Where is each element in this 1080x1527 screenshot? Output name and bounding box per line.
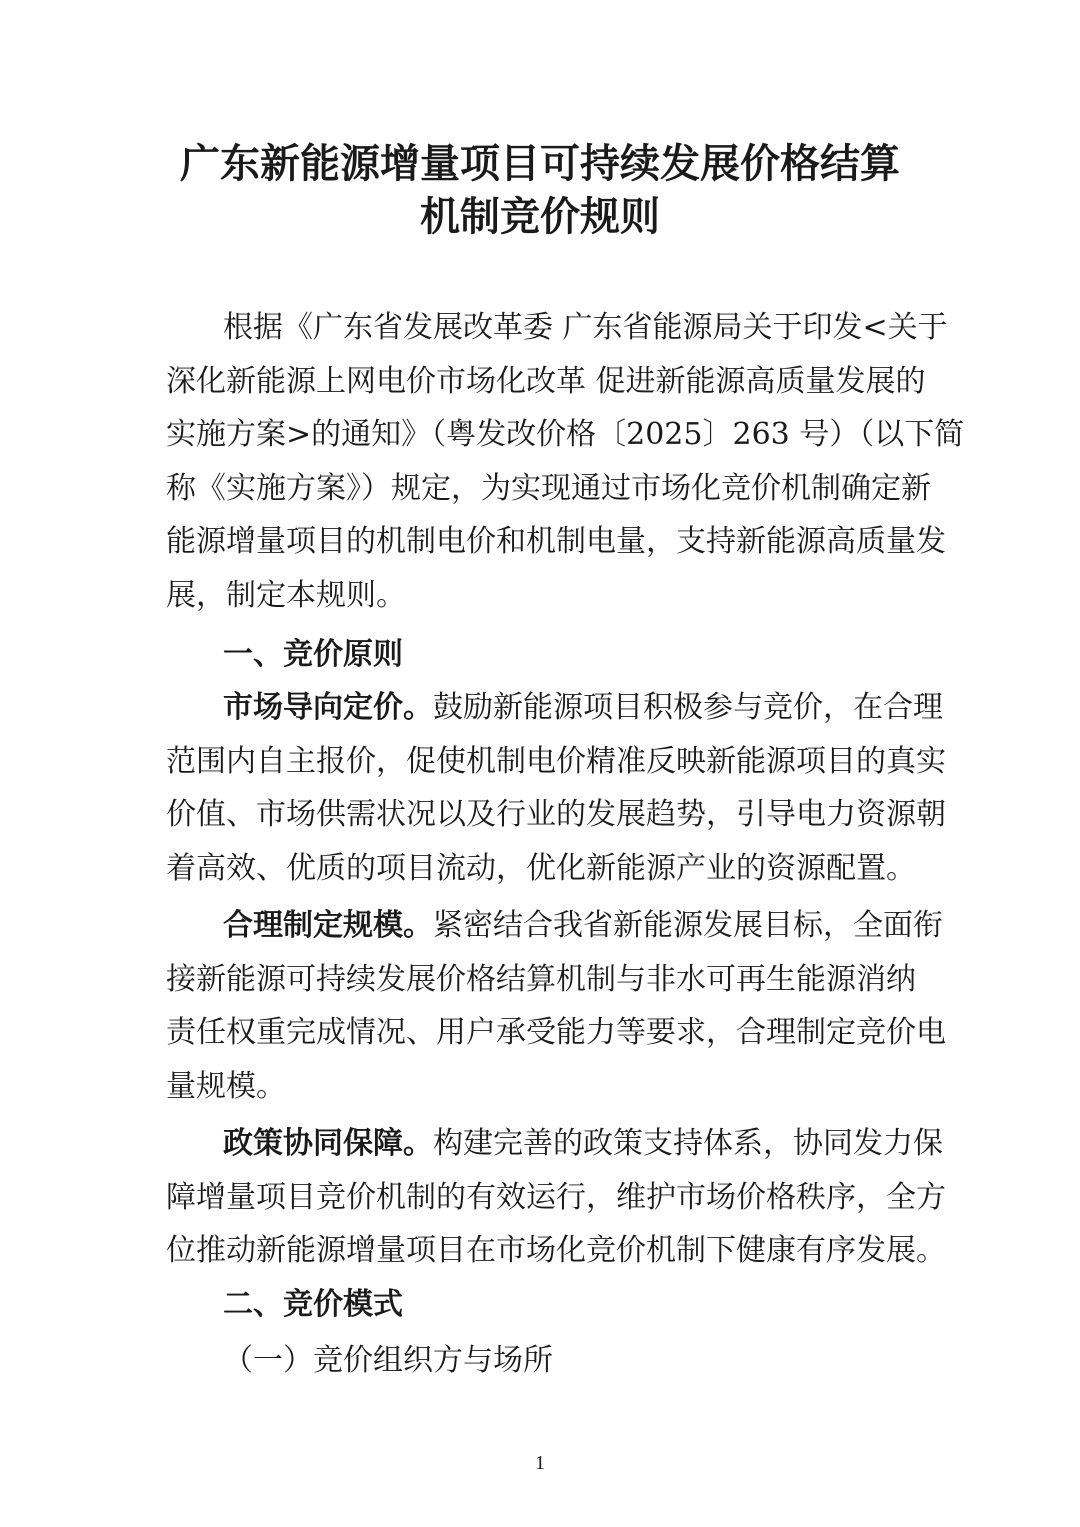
principle-2-line-1 <box>166 899 943 953</box>
principle-2-line-2: 接新能源可持续发展价格结算机制与非水可再生能源消纳 <box>166 961 916 997</box>
subsection-heading-1: （一）竞价组织方与场所 <box>223 1343 553 1378</box>
principle-2-line-4: 量规模。 <box>166 1068 286 1104</box>
principle-paragraph-3 <box>166 1117 946 1278</box>
intro-line-1: 根据《广东省发展改革委 广东省能源局关于印发<关于 <box>223 310 948 345</box>
intro-line-3: 实施方案>的通知》（粤发改价格〔2025〕263 号）（以下简 <box>166 417 965 453</box>
page-number: 1 <box>535 1452 545 1474</box>
principle-1-line-4: 着高效、优质的项目流动，优化新能源产业的资源配置。 <box>166 850 916 886</box>
principle-3-line-2: 障增量项目竞价机制的有效运行，维护市场价格秩序，全方 <box>166 1179 946 1215</box>
intro-line-2: 深化新能源上网电价市场化改革 促进新能源高质量发展的 <box>166 363 926 399</box>
intro-line-4: 称《实施方案》）规定，为实现通过市场化竞价机制确定新 <box>166 470 931 506</box>
principle-3-line-1-text: 构建完善的政策支持体系，协同发力保 <box>433 1126 943 1161</box>
principle-1-bold-label: 市场导向定价。 <box>223 690 433 725</box>
principle-1-line-1-text: 鼓励新能源项目积极参与竞价，在合理 <box>433 690 943 725</box>
intro-paragraph <box>166 301 965 623</box>
principle-2-bold-label: 合理制定规模。 <box>223 908 433 943</box>
principle-paragraph-2 <box>166 899 946 1113</box>
principle-1-line-3: 价值、市场供需状况以及行业的发展趋势，引导电力资源朝 <box>166 797 946 833</box>
principle-paragraph-1 <box>166 681 946 895</box>
intro-line-6: 展，制定本规则。 <box>166 577 406 613</box>
principle-1-line-2: 范围内自主报价，促使机制电价精准反映新能源项目的真实 <box>166 743 946 779</box>
section-heading-1: 一、竞价原则 <box>223 637 403 672</box>
principle-2-line-1-text: 紧密结合我省新能源发展目标，全面衔 <box>433 908 943 943</box>
principle-3-bold-label: 政策协同保障。 <box>223 1126 433 1161</box>
section-heading-2: 二、竞价模式 <box>223 1287 403 1322</box>
principle-1-line-1 <box>166 681 943 735</box>
principle-3-line-3: 位推动新能源增量项目在市场化竞价机制下健康有序发展。 <box>166 1233 946 1269</box>
principle-2-line-3: 责任权重完成情况、用户承受能力等要求，合理制定竞价电 <box>166 1015 946 1051</box>
document-title-line-2: 机制竞价规则 <box>420 194 660 240</box>
intro-line-5: 能源增量项目的机制电价和机制电量，支持新能源高质量发 <box>166 524 946 560</box>
document-title-line-1: 广东新能源增量项目可持续发展价格结算 <box>180 141 900 187</box>
principle-3-line-1 <box>166 1117 943 1171</box>
